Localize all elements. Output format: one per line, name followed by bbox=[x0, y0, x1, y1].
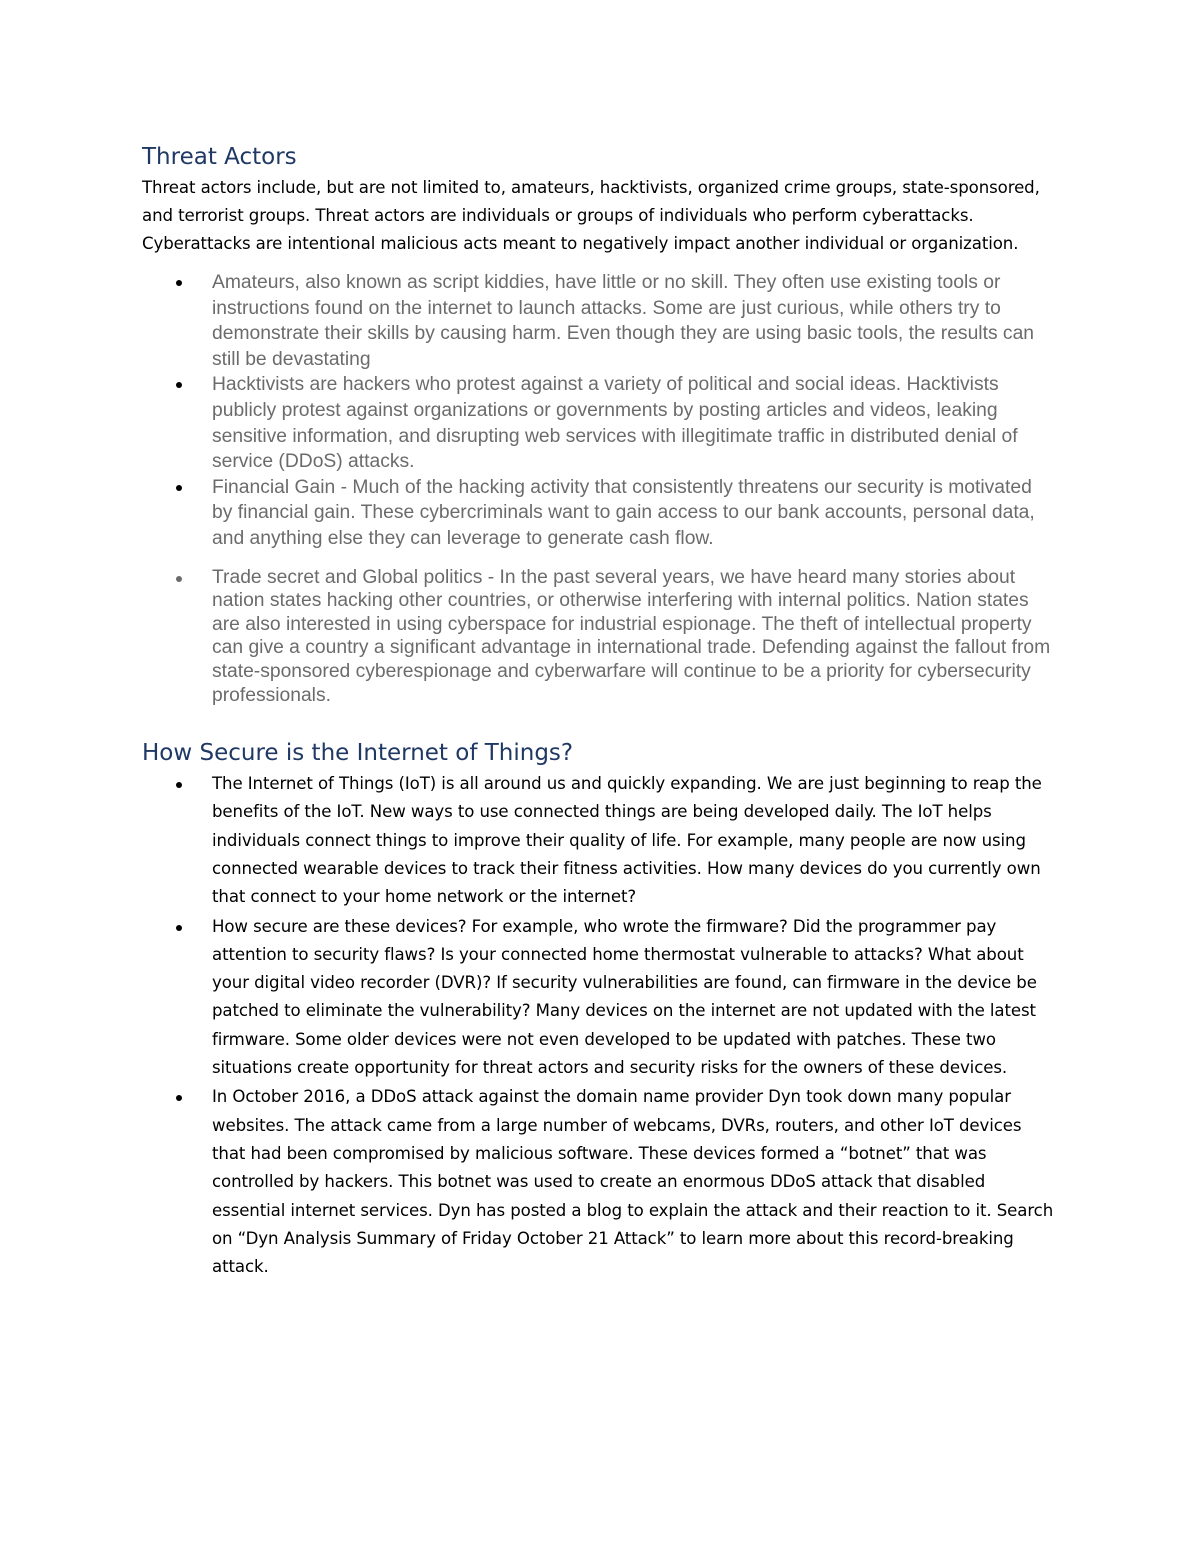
list-item bbox=[142, 270, 1057, 372]
list-item-text: Hacktivists are hackers who protest against a variety of political and social ideas. Hacktivists publicly protest against organizations or governments by posting articles and videos, leaking sensitive information, and disrupting web services with illegitimate traffic in distributed denial of service (DDoS) attacks. bbox=[212, 374, 1018, 473]
list-item-text: Trade secret and Global politics - In the past several years, we have heard many stories about nation states hacking other countries, or otherwise interfering with internal politics. Nation states are also interested in using cyberspace for industrial espionage. The theft of intellectual property can give a country a significant advantage in international trade. Defending against the fallout from state-sponsored cyberespionage and cyberwarfare will continue to be a priority for cybersecurity professionals. bbox=[212, 566, 1051, 706]
list-item bbox=[142, 566, 1057, 708]
iot-list bbox=[142, 770, 1057, 1281]
bullet-icon bbox=[176, 576, 182, 582]
list-item bbox=[142, 1083, 1057, 1281]
list-item-text: Financial Gain - Much of the hacking activity that consistently threatens our security is motivated by financial gain. These cybercriminals want to gain access to our bank accounts, personal data, and anything else they can leverage to generate cash flow. bbox=[212, 476, 1035, 549]
list-item-text: The Internet of Things (IoT) is all around us and quickly expanding. We are just beginning to reap the benefits of the IoT. New ways to use connected things are being developed daily. The IoT helps individuals connect things to improve their quality of life. For example, many people are now using connected wearable devices to track their fitness activities. How many devices do you currently own that connect to your home network or the internet? bbox=[212, 774, 1042, 907]
bullet-icon bbox=[176, 925, 182, 931]
list-item-text: Amateurs, also known as script kiddies, have little or no skill. They often use existing tools or instructions found on the internet to launch attacks. Some are just curious, while others try to demonstrate their skills by causing harm. Even though they are using basic tools, the results can still be devastating bbox=[212, 272, 1035, 370]
bullet-icon bbox=[176, 382, 182, 388]
list-item bbox=[142, 913, 1057, 1083]
heading-iot-security: How Secure is the Internet of Things? bbox=[142, 740, 574, 767]
document-body bbox=[142, 140, 1057, 1282]
bullet-icon bbox=[176, 1095, 182, 1101]
list-item bbox=[142, 475, 1057, 552]
list-item-text: In October 2016, a DDoS attack against the domain name provider Dyn took down many popular websites. The attack came from a large number of webcams, DVRs, routers, and other IoT devices that had been compromised by malicious software. These devices formed a “botnet” that was controlled by hackers. This botnet was used to create an enormous DDoS attack that disabled essential internet services. Dyn has posted a blog to explain the attack and their reaction to it. Search on “Dyn Analysis Summary of Friday October 21 Attack” to learn more about this record-breaking attack. bbox=[212, 1087, 1054, 1277]
threat-actor-list bbox=[142, 270, 1057, 707]
list-item bbox=[142, 770, 1057, 911]
list-item-text: How secure are these devices? For example, who wrote the firmware? Did the programmer pay attention to security flaws? Is your connected home thermostat vulnerable to attacks? What about your digital video recorder (DVR)? If security vulnerabilities are found, can firmware in the device be patched to eliminate the vulnerability? Many devices on the internet are not updated with the latest firmware. Some older devices were not even developed to be updated with patches. These two situations create opportunity for threat actors and security risks for the owners of these devices. bbox=[212, 916, 1037, 1078]
intro-paragraph: Threat actors include, but are not limited to, amateurs, hacktivists, organized crime groups, state-sponsored, and terrorist groups. Threat actors are individuals or groups of individuals who perform cyberattacks. Cyberattacks are intentional malicious acts meant to negatively impact another individual or organization. bbox=[142, 178, 1040, 253]
bullet-icon bbox=[176, 782, 182, 788]
heading-threat-actors: Threat Actors bbox=[142, 144, 297, 170]
bullet-icon bbox=[176, 280, 182, 286]
bullet-icon bbox=[176, 485, 182, 491]
list-item bbox=[142, 372, 1057, 474]
